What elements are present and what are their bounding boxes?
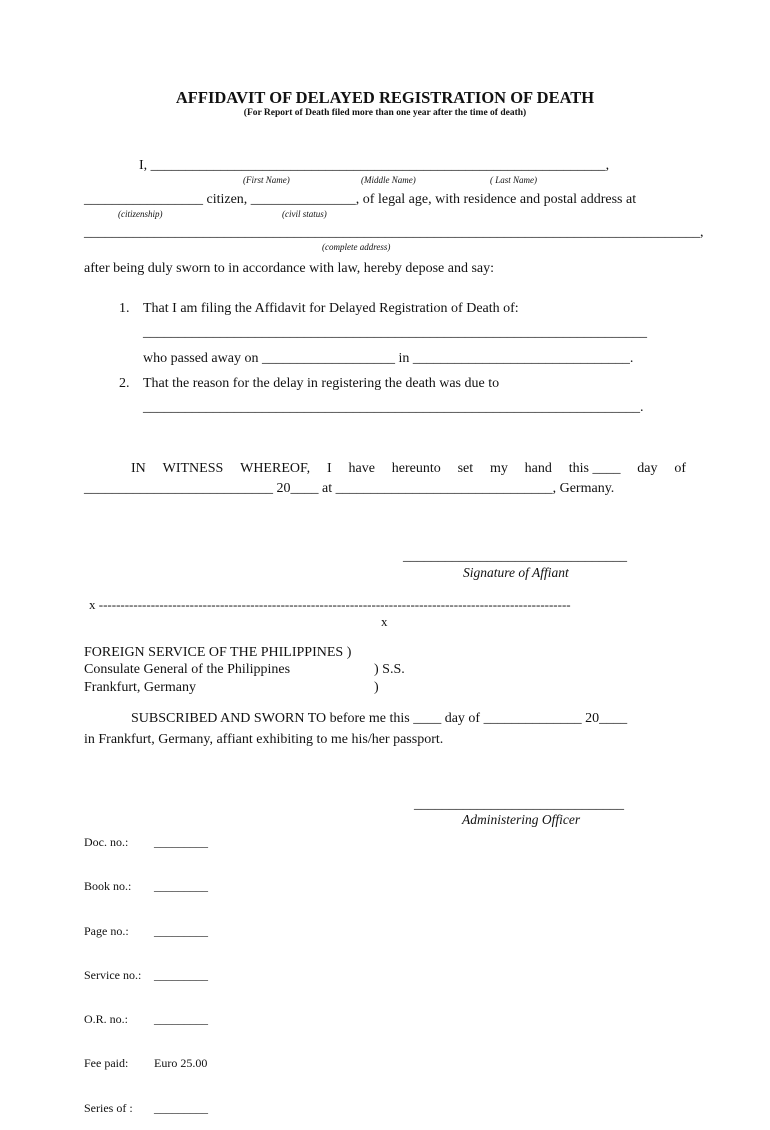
registry-value: _________ <box>154 879 208 894</box>
registry-label: Book no.: <box>84 879 132 894</box>
item-1-number: 1. <box>119 301 130 316</box>
venue-consulate: Consulate General of the Philippines <box>84 662 291 677</box>
name-line: I, _________________________________________________________________, <box>139 158 610 173</box>
caption-last-name: ( Last Name) <box>490 175 537 185</box>
registry-value: _________ <box>154 835 208 849</box>
venue-foreign-service: FOREIGN SERVICE OF THE PHILIPPINES ) <box>84 645 352 660</box>
registry-value: _________ <box>154 1100 208 1115</box>
registry-block <box>84 805 208 1130</box>
item-1-text: That I am filing the Affidavit for Delayed Registration of Death of: <box>143 301 519 316</box>
item-2-text: That the reason for the delay in registering the death was due to <box>143 376 500 391</box>
venue-city: Frankfurt, Germany <box>84 680 196 695</box>
caption-address: (complete address) <box>322 242 391 252</box>
document-title: AFFIDAVIT OF DELAYED REGISTRATION OF DEATH <box>175 88 595 107</box>
item-1-blank: ________________________________________________________________________ <box>143 325 647 340</box>
depose-statement: after being duly sworn to in accordance with law, hereby depose and say: <box>84 261 495 276</box>
witness-word: of <box>674 461 686 476</box>
citizenship-line: _________________ citizen, _______________, of legal age, with residence and postal address at <box>84 192 637 207</box>
registry-label: Series of : <box>84 1100 133 1115</box>
cut-line: x ------------------------------------------------------------------------------------------------------------- <box>89 597 571 612</box>
witness-word: IN <box>131 461 146 476</box>
witness-line-1 <box>131 461 686 477</box>
registry-row <box>84 923 208 938</box>
registry-label: Page no.: <box>84 923 129 938</box>
affiant-signature-line: ________________________________ <box>403 549 627 564</box>
cut-mark: x <box>381 614 388 629</box>
item-2-number: 2. <box>119 376 130 391</box>
witness-word: WHEREOF, <box>240 461 311 476</box>
witness-word: hand <box>524 461 552 476</box>
registry-row <box>84 835 208 849</box>
document-subtitle: (For Report of Death filed more than one year after the time of death) <box>243 108 527 118</box>
registry-value: _________ <box>154 923 208 938</box>
item-2-blank: _______________________________________________________________________. <box>143 400 644 415</box>
registry-label: Doc. no.: <box>84 835 129 849</box>
witness-word: set <box>457 461 474 476</box>
registry-row <box>84 879 208 894</box>
caption-civil-status: (civil status) <box>282 209 327 219</box>
witness-word: day <box>637 461 658 476</box>
witness-word: have <box>348 461 375 476</box>
registry-value: _________ <box>154 1012 208 1027</box>
registry-row <box>84 1012 208 1027</box>
officer-signature-label: Administering Officer <box>462 812 581 827</box>
registry-row <box>84 1100 208 1115</box>
witness-word: this ____ <box>568 461 621 476</box>
jurat-line-1: SUBSCRIBED AND SWORN TO before me this ____ day of ______________ 20____ <box>131 711 628 726</box>
witness-word: I <box>326 461 332 476</box>
witness-word: hereunto <box>391 461 441 476</box>
venue-ss: ) S.S. <box>374 662 405 677</box>
witness-line-2: ___________________________ 20____ at _______________________________, Germany. <box>84 481 615 496</box>
venue-paren: ) <box>374 680 379 695</box>
registry-label: O.R. no.: <box>84 1012 129 1027</box>
registry-value: Euro 25.00 <box>154 1056 208 1071</box>
witness-word: my <box>489 461 508 476</box>
jurat-line-2: in Frankfurt, Germany, affiant exhibiting to me his/her passport. <box>84 732 444 747</box>
address-line: ________________________________________________________________________________________, <box>84 225 704 240</box>
registry-value: _________ <box>154 967 208 982</box>
item-1-passed-away: who passed away on ___________________ in _______________________________. <box>143 351 634 366</box>
registry-label: Fee paid: <box>84 1056 129 1071</box>
witness-word: WITNESS <box>162 461 224 476</box>
officer-signature-line: ______________________________ <box>414 797 624 812</box>
caption-citizenship: (citizenship) <box>118 209 163 219</box>
registry-row <box>84 1056 208 1071</box>
affiant-signature-label: Signature of Affiant <box>463 565 569 580</box>
caption-middle-name: (Middle Name) <box>361 175 416 185</box>
registry-label: Service no.: <box>84 967 142 982</box>
caption-first-name: (First Name) <box>243 175 290 185</box>
registry-row <box>84 967 208 982</box>
